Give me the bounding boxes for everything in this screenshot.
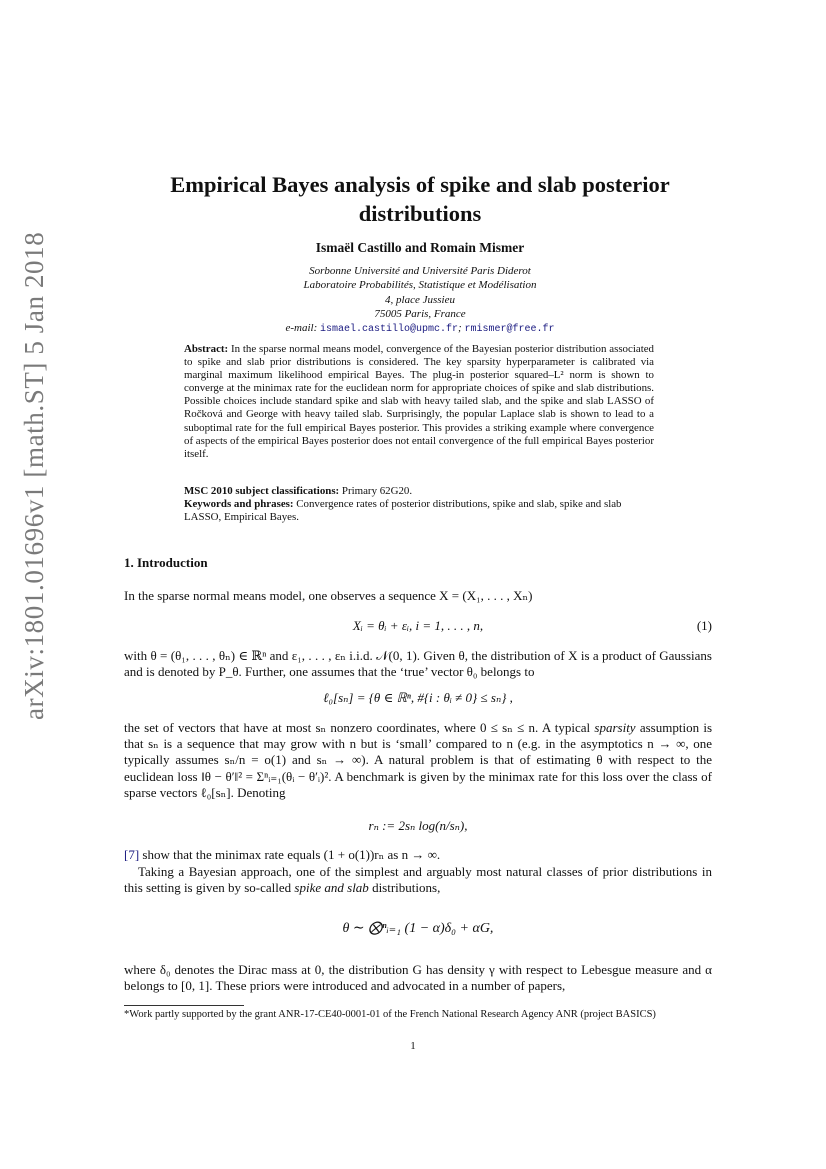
paragraph [124,847,712,863]
paragraph-text: assumption is that sₙ is a sequence that may grow with n but is ‘small’ compared to n (e.g. in the asymptotics n → ∞, one typically assumes sₙ/n = o(1) and sₙ → ∞). A natural problem is that of estimating θ with respect to the euclidean loss ‖θ − θ′‖² = Σⁿᵢ₌₁(θᵢ − θ′ᵢ)². A benchmark is given by the minimax rate for this loss over the class of sparse vectors ℓ₀[sₙ]. Denoting [124,720,713,800]
paragraph [124,864,712,896]
affiliation-block [120,264,720,337]
equation-1 [124,618,712,634]
keywords-label: Keywords and phrases: [184,498,294,511]
paragraph-text: Taking a Bayesian approach, one of the simplest and arguably most natural classes of prior distributions in this setting is given by so-called [124,864,712,896]
paragraph [124,720,712,801]
equation-text: Xᵢ = θᵢ + εᵢ, i = 1, . . . , n, [352,618,484,633]
keywords-text: Convergence rates of posterior distributions, spike and slab, spike and slab LASSO, Empirical Bayes. [184,498,622,524]
citation-link[interactable]: [7] [124,847,140,862]
arxiv-id: arXiv:1801.01696v1 [math.ST] 5 Jan 2018 [19,231,49,720]
emphasis-spike-and-slab: spike and slab [294,880,369,896]
email-separator: ; [458,322,462,335]
equation-2: ℓ₀[sₙ] = {θ ∈ ℝⁿ, #{i : θᵢ ≠ 0} ≤ sₙ} , [323,690,513,705]
abstract-label: Abstract: [184,343,229,355]
email-line [120,321,720,337]
classification-block [184,485,654,524]
footnote: *Work partly supported by the grant ANR-17-CE40-0001-01 of the French National Research Agency ANR (project BASICS) [124,1009,656,1020]
paragraph-text: distributions, [372,880,441,896]
arxiv-stamp [14,231,64,720]
section-heading-introduction: 1. Introduction [124,555,208,570]
page-number: 1 [410,1040,416,1052]
msc-line [184,485,654,498]
keywords-line [184,498,654,524]
emphasis-sparsity: sparsity [594,720,636,735]
paragraph: where δ₀ denotes the Dirac mass at 0, the distribution G has density γ with respect to Lebesgue measure and α belongs to [0, 1]. These priors were introduced and advocated in a number of papers, [124,962,712,994]
paragraph-text: the set of vectors that have at most sₙ nonzero coordinates, where 0 ≤ sₙ ≤ n. A typical [124,720,591,735]
email-link-castillo[interactable]: ismael.castillo@upmc.fr [320,324,459,336]
abstract-text: In the sparse normal means model, convergence of the Bayesian posterior distribution associated to spike and slab prior distributions is considered. The key sparsity hyperparameter is calibrated via marginal maximum likelihood empirical Bayes. The plug-in posterior squared–L² norm is shown to converge at the minimax rate for the euclidean norm for appropriate choices of spike and slab distributions. Possible choices include standard spike and slab with heavy tailed slab, and the spike and slab LASSO of Ročková and George with heavy tailed slab. Surprisingly, the popular Laplace slab is shown to lead to a suboptimal rate for the full empirical Bayes posterior. This provides a striking example where convergence of aspects of the empirical Bayes posterior does not entail convergence of the full empirical Bayes posterior itself. [184,343,654,460]
paper-title: Empirical Bayes analysis of spike and slab posterior distributions [170,172,670,226]
email-label: e-mail: [285,322,318,335]
abstract [184,343,654,461]
equation-4: θ ∼ ⨂ⁿᵢ₌₁ (1 − α)δ₀ + αG, [342,921,494,936]
affiliation-line: Laboratoire Probabilités, Statistique et Modélisation [303,279,537,292]
affiliation-line: 75005 Paris, France [374,307,466,320]
paragraph: In the sparse normal means model, one observes a sequence X = (X₁, . . . , Xₙ) [124,588,533,603]
footnote-rule [124,1005,244,1006]
msc-text: Primary 62G20. [341,485,413,497]
msc-label: MSC 2010 subject classifications: [184,485,340,497]
email-link-mismer[interactable]: rmismer@free.fr [464,324,555,336]
affiliation-line: 4, place Jussieu [385,293,455,306]
affiliation-line: Sorbonne Université and Université Paris Diderot [309,265,531,277]
paper-authors: Ismaël Castillo and Romain Mismer [315,240,525,255]
paragraph-text: show that the minimax rate equals (1 + o(1))rₙ as n → ∞. [139,847,441,862]
equation-3: rₙ := 2sₙ log(n/sₙ), [368,818,468,833]
paragraph: with θ = (θ₁, . . . , θₙ) ∈ ℝⁿ and ε₁, . . . , εₙ i.i.d. 𝒩(0, 1). Given θ, the distribution of X is a product of Gaussians and is denoted by P_θ. Further, one assumes that the ‘true’ vector θ₀ belongs to [124,648,712,680]
equation-number: (1) [696,618,712,633]
